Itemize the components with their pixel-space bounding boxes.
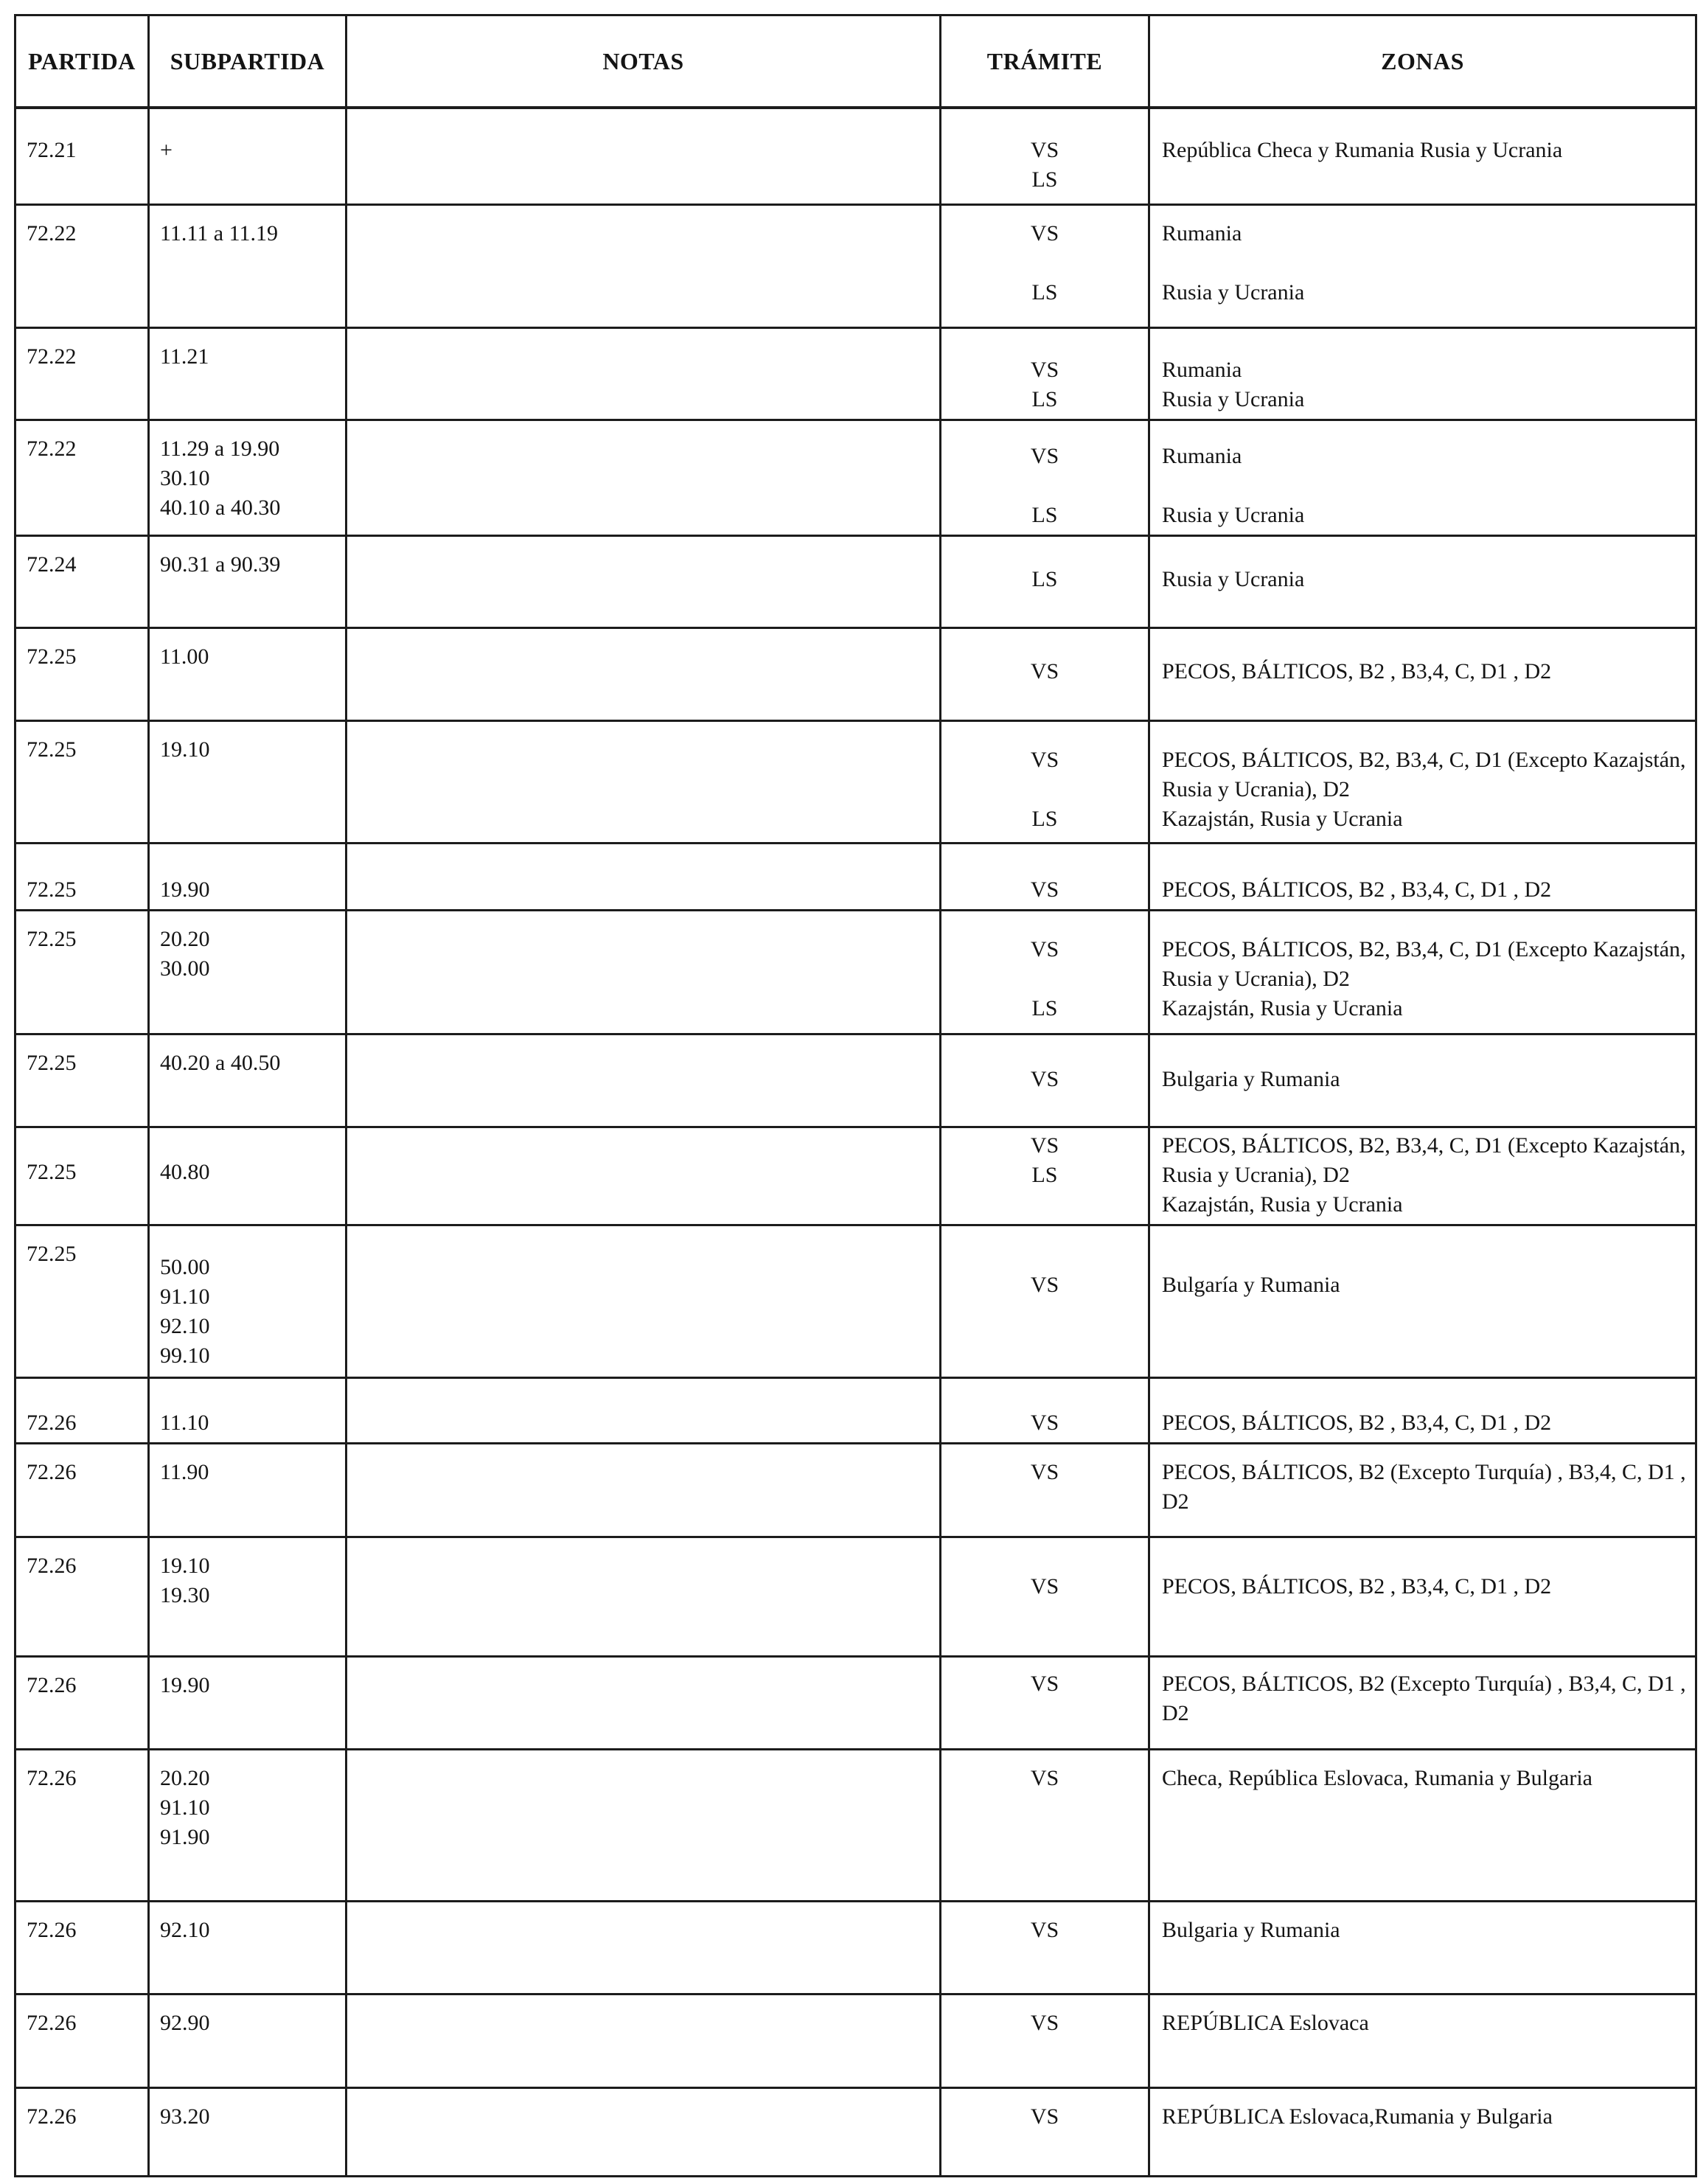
table-row [15,843,1696,910]
subpartida-value: 93.20 [160,2104,210,2129]
line-spacer [941,248,1148,278]
tramite-value: VS [1030,1410,1059,1435]
zonas-value: PECOS, BÁLTICOS, B2, B3,4, C, D1 (Excepto Kazajstán, Rusia y Ucrania), D2 [1162,1133,1686,1187]
zonas-cell [1149,2087,1696,2176]
subpartida-value: 19.30 [160,1582,210,1607]
zonas-value: Rumania [1162,357,1242,382]
zonas-value: PECOS, BÁLTICOS, B2 , B3,4, C, D1 , D2 [1162,1410,1552,1435]
notas-cell [347,1443,941,1537]
subpartida-cell [149,843,347,910]
header-tramite: TRÁMITE [941,15,1149,108]
partida-value: 72.22 [27,344,77,369]
tramite-cell [941,1377,1149,1443]
tramite-value: LS [1031,995,1058,1020]
partida-cell [15,108,149,204]
tramite-value: VS [1030,658,1059,684]
zonas-value: Rumania [1162,220,1242,246]
tramite-cell [941,720,1149,843]
tramite-cell [941,627,1149,720]
subpartida-value: 19.90 [160,877,210,902]
notas-cell [347,108,941,204]
notas-cell [347,204,941,327]
partida-value: 72.25 [27,737,77,762]
tramite-value: VS [1030,747,1059,772]
subpartida-cell [149,108,347,204]
line-spacer [941,964,1148,994]
tramite-value: VS [1030,1066,1059,1091]
partida-value: 72.26 [27,1410,77,1435]
zonas-cell [1149,910,1696,1034]
partida-cell [15,2087,149,2176]
zonas-value: PECOS, BÁLTICOS, B2, B3,4, C, D1 (Excepto Kazajstán, Rusia y Ucrania), D2 [1162,747,1686,801]
partida-value: 72.24 [27,552,77,577]
table-row [15,1225,1696,1377]
table-row [15,1537,1696,1656]
notas-cell [347,627,941,720]
partida-cell [15,843,149,910]
zonas-cell [1149,1749,1696,1901]
zonas-cell [1149,843,1696,910]
partida-cell [15,204,149,327]
partida-value: 72.25 [27,644,77,669]
partida-value: 72.21 [27,138,77,162]
subpartida-value: 11.90 [160,1459,209,1484]
tramite-cell [941,843,1149,910]
tramite-cell [941,1749,1149,1901]
subpartida-value: 20.20 [160,1765,210,1790]
notas-cell [347,1901,941,1994]
subpartida-cell [149,1537,347,1656]
tramite-value: VS [1030,443,1059,468]
tramite-cell [941,910,1149,1034]
table-row [15,204,1696,327]
notas-cell [347,535,941,627]
subpartida-cell [149,535,347,627]
partida-value: 72.26 [27,1672,77,1697]
tramite-value: LS [1031,167,1058,192]
partida-value: 72.26 [27,2104,77,2129]
subpartida-value: 19.10 [160,737,210,762]
subpartida-value: + [160,138,173,162]
notas-cell [347,1034,941,1127]
partida-cell [15,627,149,720]
subpartida-value: 92.90 [160,2010,210,2035]
tramite-value: VS [1030,1671,1059,1696]
zonas-value: Checa, República Eslovaca, Rumania y Bulgaria [1162,1765,1592,1790]
zonas-cell [1149,1127,1696,1225]
partida-value: 72.25 [27,1050,77,1075]
zonas-cell [1149,1901,1696,1994]
partida-cell [15,1443,149,1537]
subpartida-value: 92.10 [160,1313,210,1338]
tramite-value: VS [1030,357,1059,382]
notas-cell [347,1656,941,1749]
table-row [15,327,1696,420]
zonas-cell [1149,1034,1696,1127]
subpartida-cell [149,910,347,1034]
subpartida-cell [149,720,347,843]
line-spacer [941,775,1148,804]
tramite-value: VS [1030,1133,1059,1158]
table-row [15,1994,1696,2087]
tramite-cell [941,1443,1149,1537]
subpartida-cell [149,1377,347,1443]
partida-value: 72.26 [27,1553,77,1578]
subpartida-value: 99.10 [160,1343,210,1368]
subpartida-cell [149,1901,347,1994]
tramite-cell [941,420,1149,535]
notas-cell [347,1225,941,1377]
zonas-value: PECOS, BÁLTICOS, B2, B3,4, C, D1 (Excepto Kazajstán, Rusia y Ucrania), D2 [1162,936,1686,991]
header-row [15,15,1696,108]
zonas-value: Rusia y Ucrania [1162,566,1305,591]
zonas-cell [1149,1656,1696,1749]
zonas-value: Kazajstán, Rusia y Ucrania [1162,1192,1403,1217]
notas-cell [347,843,941,910]
subpartida-cell [149,1127,347,1225]
partida-value: 72.25 [27,926,77,951]
notas-cell [347,2087,941,2176]
tramite-cell [941,1537,1149,1656]
zonas-cell [1149,1994,1696,2087]
subpartida-value: 40.80 [160,1159,210,1184]
tramite-value: VS [1030,220,1059,246]
subpartida-cell [149,327,347,420]
tramite-value: VS [1030,1573,1059,1599]
subpartida-value: 91.90 [160,1824,210,1849]
zonas-cell [1149,1537,1696,1656]
zonas-value: Bulgaria y Rumania [1162,1917,1340,1942]
table-row [15,108,1696,204]
table-row [15,1377,1696,1443]
line-spacer [941,471,1148,501]
subpartida-value: 91.10 [160,1284,210,1309]
table-row [15,910,1696,1034]
tramite-value: LS [1031,502,1058,527]
tramite-value: VS [1030,1272,1059,1297]
zonas-value: PECOS, BÁLTICOS, B2 (Excepto Turquía) , B3,4, C, D1 , D2 [1162,1671,1686,1725]
zonas-value: PECOS, BÁLTICOS, B2 (Excepto Turquía) , B3,4, C, D1 , D2 [1162,1459,1686,1514]
partida-cell [15,1994,149,2087]
zonas-value: República Checa y Rumania Rusia y Ucrania [1162,138,1563,162]
zonas-value: Bulgaría y Rumania [1162,1272,1340,1297]
subpartida-value: 20.20 [160,926,210,951]
notas-cell [347,420,941,535]
subpartida-value: 40.20 a 40.50 [160,1050,281,1075]
tramite-value: VS [1030,2104,1059,2129]
subpartida-cell [149,1225,347,1377]
subpartida-value: 92.10 [160,1917,210,1942]
tramite-cell [941,2087,1149,2176]
tramite-value: VS [1030,1459,1059,1484]
header-notas: NOTAS [347,15,941,108]
tramite-value: VS [1030,1917,1059,1942]
partida-value: 72.22 [27,436,77,461]
partida-value: 72.26 [27,1917,77,1942]
notas-cell [347,1127,941,1225]
tramite-cell [941,327,1149,420]
subpartida-value: 30.10 [160,465,210,490]
notas-cell [347,1994,941,2087]
partida-cell [15,1901,149,1994]
partida-cell [15,1656,149,1749]
tramite-cell [941,535,1149,627]
tramite-value: VS [1030,1765,1059,1790]
subpartida-value: 11.11 a 11.19 [160,220,278,246]
zonas-cell [1149,720,1696,843]
partida-cell [15,1034,149,1127]
zonas-value: Rumania [1162,443,1242,468]
partida-cell [15,910,149,1034]
tramite-value: LS [1031,386,1058,411]
subpartida-value: 40.10 a 40.30 [160,495,281,520]
table-row [15,1443,1696,1537]
table-row [15,1749,1696,1901]
table-body [15,108,1696,2176]
zonas-cell [1149,1377,1696,1443]
zonas-cell [1149,535,1696,627]
table-row [15,420,1696,535]
table-row [15,535,1696,627]
zonas-cell [1149,627,1696,720]
tramite-cell [941,1225,1149,1377]
partida-cell [15,720,149,843]
partida-cell [15,327,149,420]
zonas-value: Rusia y Ucrania [1162,279,1305,305]
table-row [15,1034,1696,1127]
subpartida-value: 11.21 [160,344,209,369]
partida-value: 72.25 [27,1159,77,1184]
zonas-value: Bulgaria y Rumania [1162,1066,1340,1091]
tramite-value: VS [1030,2010,1059,2035]
subpartida-value: 30.00 [160,956,210,981]
notas-cell [347,720,941,843]
tramite-cell [941,1127,1149,1225]
subpartida-cell [149,1443,347,1537]
zonas-value: REPÚBLICA Eslovaca [1162,2010,1369,2035]
tramite-cell [941,1901,1149,1994]
partida-value: 72.22 [27,220,77,246]
tramite-value: LS [1031,566,1058,591]
tramite-value: LS [1031,279,1058,305]
notas-cell [347,1749,941,1901]
partida-value: 72.25 [27,1241,77,1266]
subpartida-value: 11.29 a 19.90 [160,436,280,461]
subpartida-cell [149,1749,347,1901]
zonas-value: PECOS, BÁLTICOS, B2 , B3,4, C, D1 , D2 [1162,1573,1552,1599]
header-partida: PARTIDA [15,15,149,108]
zonas-value: PECOS, BÁLTICOS, B2 , B3,4, C, D1 , D2 [1162,658,1552,684]
notas-cell [347,910,941,1034]
subpartida-value: 11.10 [160,1410,209,1435]
partida-value: 72.26 [27,1459,77,1484]
header-zonas: ZONAS [1149,15,1696,108]
partida-cell [15,1749,149,1901]
zonas-cell [1149,1443,1696,1537]
partida-value: 72.26 [27,1765,77,1790]
notas-cell [347,327,941,420]
table-row [15,627,1696,720]
partida-cell [15,1127,149,1225]
partida-cell [15,1377,149,1443]
zonas-value: PECOS, BÁLTICOS, B2 , B3,4, C, D1 , D2 [1162,877,1552,902]
notas-cell [347,1377,941,1443]
tramite-value: LS [1031,1162,1058,1187]
table-row [15,1656,1696,1749]
tramite-cell [941,1656,1149,1749]
tramite-value: VS [1030,877,1059,902]
subpartida-cell [149,420,347,535]
zonas-value: Kazajstán, Rusia y Ucrania [1162,806,1403,831]
zonas-value: REPÚBLICA Eslovaca,Rumania y Bulgaria [1162,2104,1553,2129]
subpartida-value: 19.90 [160,1672,210,1697]
tramite-value: VS [1030,138,1059,162]
header-subpartida: SUBPARTIDA [149,15,347,108]
subpartida-cell [149,627,347,720]
table-row [15,720,1696,843]
subpartida-cell [149,1994,347,2087]
zonas-value: Rusia y Ucrania [1162,502,1305,527]
partida-cell [15,535,149,627]
zonas-cell [1149,420,1696,535]
tramite-cell [941,1034,1149,1127]
subpartida-value: 91.10 [160,1795,210,1820]
table-row [15,2087,1696,2176]
tramite-cell [941,1994,1149,2087]
subpartida-value: 50.00 [160,1254,210,1279]
line-spacer [1162,471,1688,501]
line-spacer [1162,248,1688,278]
tramite-value: VS [1030,936,1059,961]
tramite-value: LS [1031,806,1058,831]
subpartida-cell [149,1034,347,1127]
tramite-cell [941,204,1149,327]
subpartida-value: 19.10 [160,1553,210,1578]
partida-cell [15,420,149,535]
tramite-cell [941,108,1149,204]
partida-value: 72.25 [27,877,77,902]
tariff-table [14,14,1697,2177]
partida-cell [15,1225,149,1377]
zonas-cell [1149,108,1696,204]
subpartida-cell [149,1656,347,1749]
subpartida-cell [149,2087,347,2176]
notas-cell [347,1537,941,1656]
partida-value: 72.26 [27,2010,77,2035]
zonas-cell [1149,327,1696,420]
table-row [15,1127,1696,1225]
zonas-cell [1149,1225,1696,1377]
partida-cell [15,1537,149,1656]
subpartida-value: 11.00 [160,644,209,669]
table-row [15,1901,1696,1994]
subpartida-value: 90.31 a 90.39 [160,552,281,577]
subpartida-cell [149,204,347,327]
zonas-value: Kazajstán, Rusia y Ucrania [1162,995,1403,1020]
zonas-value: Rusia y Ucrania [1162,386,1305,411]
zonas-cell [1149,204,1696,327]
